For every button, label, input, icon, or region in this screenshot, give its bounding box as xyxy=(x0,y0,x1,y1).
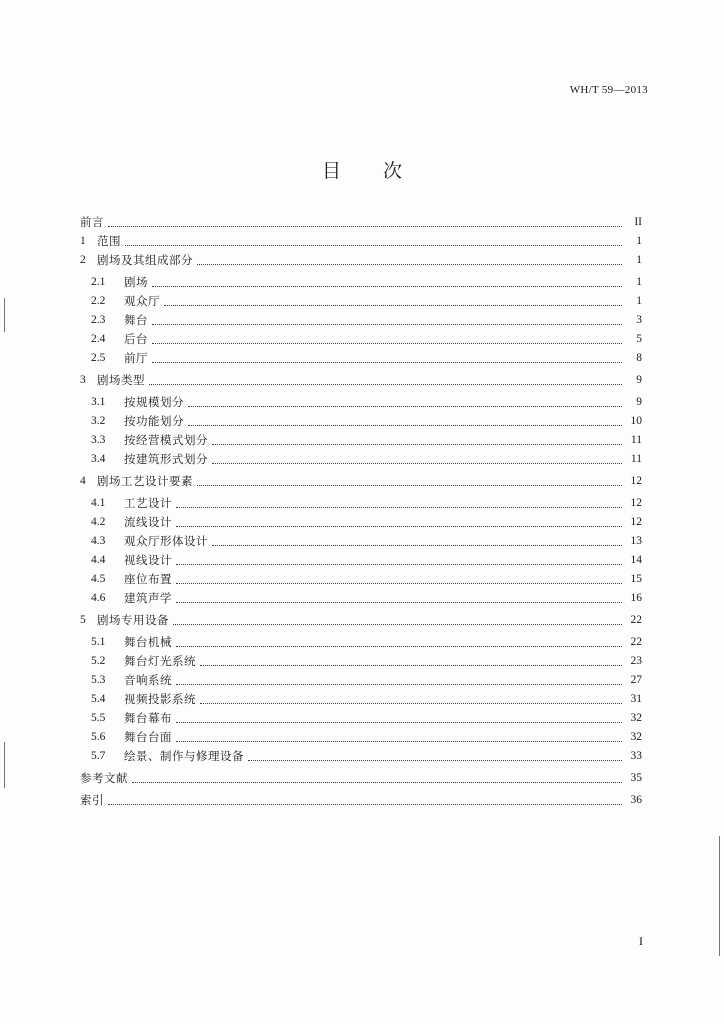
toc-entry-title: 建筑声学 xyxy=(124,591,172,605)
toc-entry xyxy=(80,671,642,690)
toc-entry-title: 按规模划分 xyxy=(124,395,184,409)
toc-dot-leader xyxy=(132,782,622,783)
toc-entry-page: 9 xyxy=(636,374,642,386)
toc-entry xyxy=(80,728,642,747)
toc-dot-leader xyxy=(248,760,622,761)
standard-code: WH/T 59—2013 xyxy=(569,84,648,96)
toc-entry-title: 按建筑形式划分 xyxy=(124,452,208,466)
toc-entry xyxy=(80,330,642,349)
toc-entry-title: 舞台幕布 xyxy=(124,711,172,725)
toc-entry-number: 3.3 xyxy=(91,434,106,446)
toc-dot-leader xyxy=(188,406,622,407)
toc-entry xyxy=(80,292,642,311)
toc-entry-title: 视线设计 xyxy=(124,553,172,567)
toc-entry-page: 36 xyxy=(630,794,642,806)
toc-entry-title: 前言 xyxy=(80,215,104,229)
toc-entry-title: 座位布置 xyxy=(124,572,172,586)
title-char-1: 目 xyxy=(321,160,341,182)
toc-entry-number: 1 xyxy=(80,235,86,247)
toc-dot-leader xyxy=(176,583,622,584)
toc-entry-title: 流线设计 xyxy=(124,515,172,529)
toc-entry xyxy=(80,791,642,810)
toc-entry-title: 剧场专用设备 xyxy=(97,613,169,627)
toc-dot-leader xyxy=(176,602,622,603)
toc-entry-number: 3.1 xyxy=(91,396,106,408)
toc-dot-leader xyxy=(149,384,622,385)
toc-entry-page: 1 xyxy=(636,254,642,266)
toc-entry-page: 1 xyxy=(636,276,642,288)
toc-entry-number: 4.4 xyxy=(91,554,106,566)
toc-entry-page: 1 xyxy=(636,235,642,247)
toc-entry-title: 剧场 xyxy=(124,275,148,289)
toc-dot-leader xyxy=(108,804,622,805)
toc-entry-title: 绘景、制作与修理设备 xyxy=(124,749,244,763)
toc-entry-number: 3 xyxy=(80,374,86,386)
toc-entry-title: 参考文献 xyxy=(80,771,128,785)
toc-entry xyxy=(80,769,642,788)
toc-dot-leader xyxy=(197,485,622,486)
toc-entry xyxy=(80,450,642,469)
toc-entry-title: 舞台台面 xyxy=(124,730,172,744)
toc-entry xyxy=(80,472,642,491)
toc-entry-number: 5.7 xyxy=(91,750,106,762)
toc-entry-number: 2.5 xyxy=(91,352,106,364)
toc-dot-leader xyxy=(108,226,622,227)
toc-entry xyxy=(80,611,642,630)
toc-entry-title: 剧场工艺设计要素 xyxy=(97,474,193,488)
toc-dot-leader xyxy=(212,463,622,464)
toc-entry-number: 5.4 xyxy=(91,693,106,705)
toc-dot-leader xyxy=(200,703,622,704)
toc-dot-leader xyxy=(176,507,622,508)
toc-entry-title: 剧场类型 xyxy=(97,373,145,387)
toc-dot-leader xyxy=(188,425,622,426)
toc-entry xyxy=(80,551,642,570)
toc-entry-number: 5.2 xyxy=(91,655,106,667)
toc-dot-leader xyxy=(125,245,622,246)
toc-dot-leader xyxy=(200,665,622,666)
toc-dot-leader xyxy=(164,305,622,306)
toc-entry-title: 按功能划分 xyxy=(124,414,184,428)
toc-entry-number: 4.3 xyxy=(91,535,106,547)
toc-entry-title: 按经营模式划分 xyxy=(124,433,208,447)
toc-entry xyxy=(80,232,642,251)
toc-entry-number: 4 xyxy=(80,475,86,487)
toc-entry xyxy=(80,513,642,532)
toc-entry xyxy=(80,431,642,450)
toc-entry-number: 3.2 xyxy=(91,415,106,427)
toc-entry xyxy=(80,393,642,412)
toc-dot-leader xyxy=(176,526,622,527)
toc-entry-page: 16 xyxy=(630,592,642,604)
toc-entry-number: 3.4 xyxy=(91,453,106,465)
toc-entry-title: 舞台 xyxy=(124,313,148,327)
toc-entry-number: 2.2 xyxy=(91,295,106,307)
toc-entry xyxy=(80,570,642,589)
toc-entry-page: 10 xyxy=(630,415,642,427)
toc-entry-title: 剧场及其组成部分 xyxy=(97,253,193,267)
toc-entry-number: 4.6 xyxy=(91,592,106,604)
toc-entry xyxy=(80,494,642,513)
toc-dot-leader xyxy=(212,545,622,546)
toc-entry xyxy=(80,709,642,728)
toc-entry-number: 5.3 xyxy=(91,674,106,686)
toc-dot-leader xyxy=(176,722,622,723)
toc-entry-page: 3 xyxy=(636,314,642,326)
toc-entry-number: 2.1 xyxy=(91,276,106,288)
toc-dot-leader xyxy=(152,362,622,363)
toc-dot-leader xyxy=(152,343,622,344)
page-folio: I xyxy=(639,934,643,948)
toc-entry-page: 33 xyxy=(630,750,642,762)
toc-entry-title: 舞台灯光系统 xyxy=(124,654,196,668)
toc-entry-page: 22 xyxy=(630,636,642,648)
toc-entry-page: 22 xyxy=(630,614,642,626)
toc-entry xyxy=(80,532,642,551)
toc-entry-page: 12 xyxy=(630,497,642,509)
toc-entry-page: 27 xyxy=(630,674,642,686)
toc-entry xyxy=(80,589,642,608)
toc-entry-title: 视频投影系统 xyxy=(124,692,196,706)
toc-entry-number: 4.2 xyxy=(91,516,106,528)
toc-entry-title: 范围 xyxy=(97,234,121,248)
toc-entry xyxy=(80,747,642,766)
toc-entry xyxy=(80,213,642,232)
toc-entry-page: 35 xyxy=(630,772,642,784)
toc-entry-page: 23 xyxy=(630,655,642,667)
toc-dot-leader xyxy=(173,624,622,625)
toc-entry-page: 1 xyxy=(636,295,642,307)
page-title xyxy=(0,156,724,183)
toc-entry-number: 5 xyxy=(80,614,86,626)
toc-entry-number: 4.1 xyxy=(91,497,106,509)
scan-edge-mark xyxy=(4,742,5,788)
toc-entry-page: 12 xyxy=(630,516,642,528)
toc-entry-page: 11 xyxy=(630,453,642,465)
toc-entry-page: 32 xyxy=(630,712,642,724)
toc-entry-number: 2.4 xyxy=(91,333,106,345)
toc-entry-number: 2 xyxy=(80,254,86,266)
toc-dot-leader xyxy=(152,324,622,325)
toc-entry xyxy=(80,690,642,709)
toc-entry-page: 8 xyxy=(636,352,642,364)
title-char-2: 次 xyxy=(383,160,403,182)
toc-dot-leader xyxy=(197,264,622,265)
scan-edge-mark xyxy=(4,298,5,332)
toc-entry-number: 5.5 xyxy=(91,712,106,724)
toc-entry-number: 4.5 xyxy=(91,573,106,585)
toc-entry-page: 15 xyxy=(630,573,642,585)
toc-entry-page: 13 xyxy=(630,535,642,547)
toc-entry-page: 5 xyxy=(636,333,642,345)
toc-entry xyxy=(80,652,642,671)
toc-entry-number: 5.1 xyxy=(91,636,106,648)
toc-entry-page: 11 xyxy=(630,434,642,446)
toc-entry xyxy=(80,633,642,652)
toc-entry-title: 舞台机械 xyxy=(124,635,172,649)
toc-entry xyxy=(80,412,642,431)
toc-entry xyxy=(80,371,642,390)
table-of-contents xyxy=(80,213,642,810)
toc-dot-leader xyxy=(176,684,622,685)
toc-entry-title: 前厅 xyxy=(124,351,148,365)
toc-dot-leader xyxy=(176,564,622,565)
toc-entry-page: 12 xyxy=(630,475,642,487)
toc-entry-title: 观众厅形体设计 xyxy=(124,534,208,548)
toc-entry-title: 观众厅 xyxy=(124,294,160,308)
toc-entry-title: 工艺设计 xyxy=(124,496,172,510)
toc-dot-leader xyxy=(176,646,622,647)
toc-entry xyxy=(80,251,642,270)
toc-entry-title: 音响系统 xyxy=(124,673,172,687)
toc-entry-page: 14 xyxy=(630,554,642,566)
toc-entry-number: 5.6 xyxy=(91,731,106,743)
scan-edge-mark xyxy=(719,836,720,956)
toc-entry-title: 索引 xyxy=(80,793,104,807)
toc-entry-page: II xyxy=(634,216,642,228)
toc-entry-title: 后台 xyxy=(124,332,148,346)
toc-entry-number: 2.3 xyxy=(91,314,106,326)
toc-entry-page: 31 xyxy=(630,693,642,705)
toc-dot-leader xyxy=(212,444,622,445)
toc-entry xyxy=(80,273,642,292)
toc-entry xyxy=(80,311,642,330)
toc-dot-leader xyxy=(152,286,622,287)
toc-entry xyxy=(80,349,642,368)
toc-dot-leader xyxy=(176,741,622,742)
toc-entry-page: 9 xyxy=(636,396,642,408)
toc-entry-page: 32 xyxy=(630,731,642,743)
